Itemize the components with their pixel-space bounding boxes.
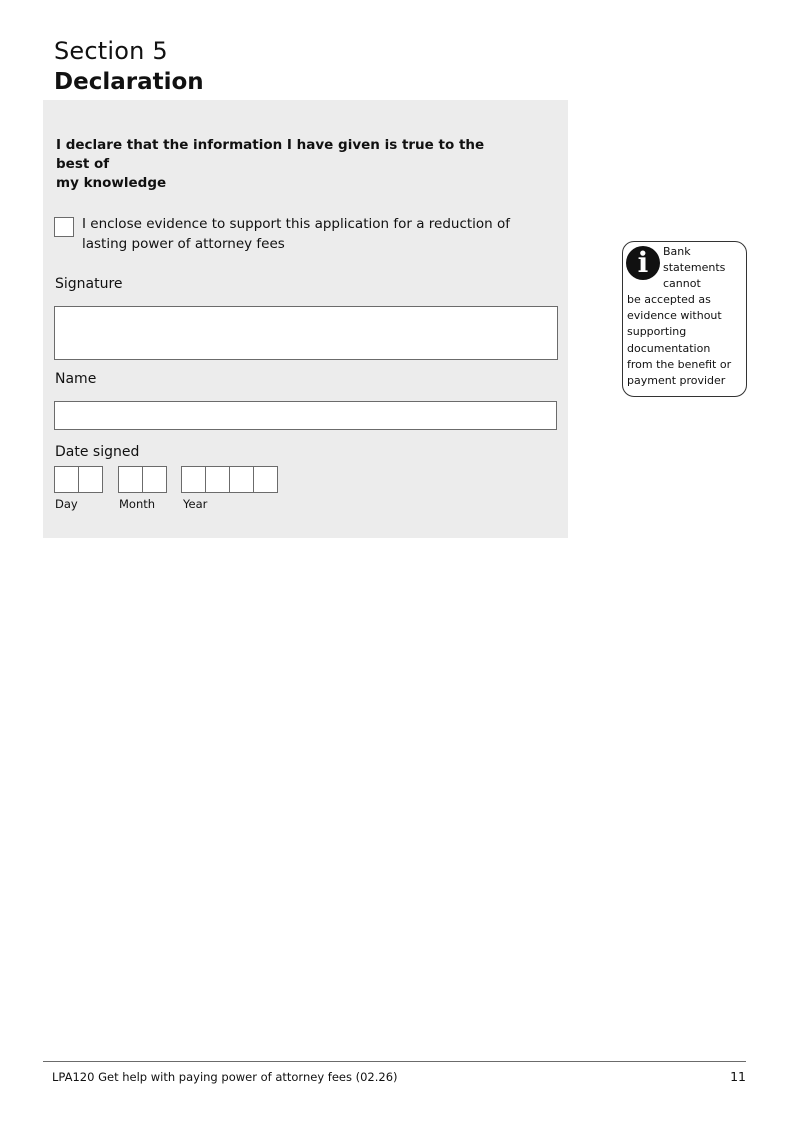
year-field[interactable] — [181, 466, 277, 493]
signature-label: Signature — [55, 276, 123, 292]
month-field[interactable] — [118, 466, 166, 493]
info-note-line: cannot — [663, 277, 701, 290]
info-note-line: documentation — [627, 342, 711, 355]
day-field[interactable] — [54, 466, 102, 493]
month-digit-box[interactable] — [142, 466, 167, 493]
name-field[interactable] — [54, 401, 557, 430]
name-label: Name — [55, 371, 97, 387]
evidence-checkbox-label-line: lasting power of attorney fees — [82, 235, 285, 252]
evidence-checkbox[interactable] — [54, 217, 74, 237]
evidence-checkbox-label-line: I enclose evidence to support this application for a reduction of — [82, 216, 511, 232]
month-sublabel: Month — [119, 497, 156, 511]
info-note-line: be accepted as — [627, 293, 711, 306]
year-digit-box[interactable] — [205, 466, 230, 493]
declaration-statement-line: I declare that the information I have given is true to the best of — [56, 137, 485, 172]
section-number: Section 5 — [54, 37, 168, 65]
declaration-statement — [56, 136, 496, 193]
footer-form-reference: LPA120 Get help with paying power of attorney fees (02.26) — [52, 1070, 398, 1084]
info-note-line: statements — [663, 261, 726, 274]
info-note-line: payment provider — [627, 374, 726, 387]
section-title: Declaration — [54, 69, 204, 95]
evidence-checkbox-label — [82, 215, 532, 254]
year-digit-box[interactable] — [181, 466, 206, 493]
date-signed-label: Date signed — [55, 444, 140, 460]
day-digit-box[interactable] — [78, 466, 103, 493]
day-sublabel: Day — [55, 497, 78, 511]
info-note-line: evidence without — [627, 309, 722, 322]
declaration-statement-line: my knowledge — [56, 175, 167, 191]
footer-rule — [43, 1061, 746, 1062]
info-note-line: Bank — [663, 245, 691, 258]
month-digit-box[interactable] — [118, 466, 143, 493]
info-note-line: supporting — [627, 325, 687, 338]
info-icon: i — [626, 246, 660, 280]
year-sublabel: Year — [183, 497, 208, 511]
signature-field[interactable] — [54, 306, 558, 360]
page-number: 11 — [730, 1069, 746, 1084]
year-digit-box[interactable] — [253, 466, 278, 493]
day-digit-box[interactable] — [54, 466, 79, 493]
info-note-line: from the benefit or — [627, 358, 732, 371]
year-digit-box[interactable] — [229, 466, 254, 493]
